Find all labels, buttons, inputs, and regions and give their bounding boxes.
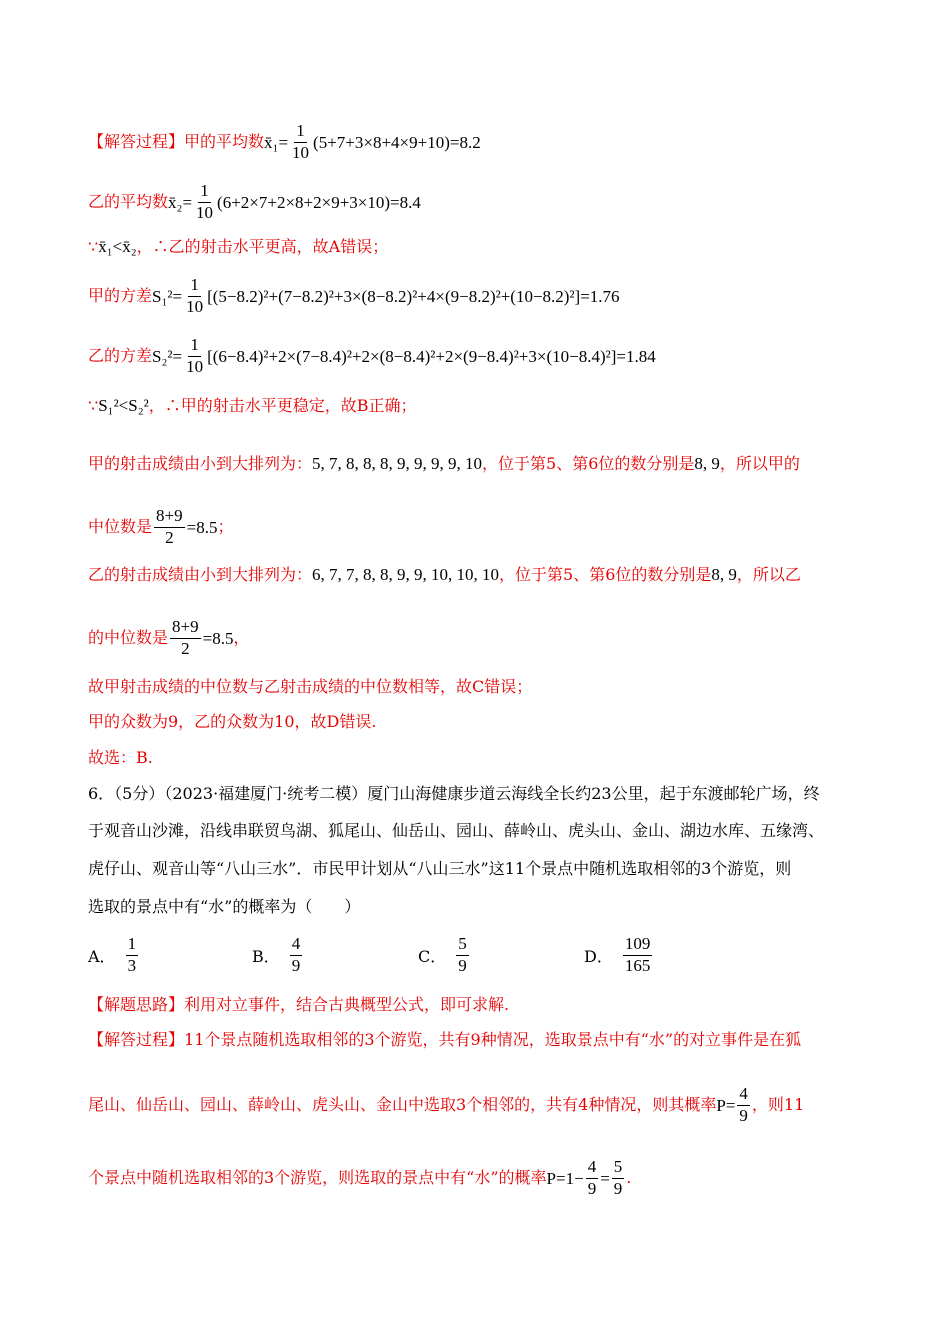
probability-lhs: P= (716, 1095, 736, 1115)
fraction (612, 1158, 625, 1198)
equals-sign: = (600, 1168, 610, 1188)
solution-6-line-3 (88, 1158, 890, 1198)
jia-sorted-text: 甲的射击成绩由小到大排列为： (88, 453, 313, 473)
solution-idea-line (88, 997, 890, 1013)
solution-6-end-2: ，则11 (751, 1095, 805, 1115)
option-b (252, 935, 304, 975)
fraction (126, 935, 139, 975)
variance-compare-math: S₁²<S₂² (98, 396, 149, 415)
solution-6-line-1 (88, 1032, 890, 1048)
mode-conclusion: 甲的众数为9，乙的众数为10，故D错误. (88, 712, 377, 731)
fraction-numerator: 4 (290, 935, 303, 956)
yi-sorted-end: ，所以乙 (736, 564, 801, 584)
mean-yi-expression: (6+2×7+2×8+2×9+3×10)=8.4 (217, 192, 421, 212)
mean-jia-lhs: x̄₁= (264, 132, 289, 152)
fraction-numerator: 4 (737, 1085, 750, 1106)
fraction (737, 1085, 750, 1125)
mean-yi-label: 乙的平均数 (88, 192, 169, 212)
question-6-line-3: 虎仔山、观音山等“八山三水”．市民甲计划从“八山三水”这11个景点中随机选取相邻的3个游览，则 (88, 859, 792, 878)
fraction-denominator: 3 (127, 955, 137, 975)
fraction-denominator: 2 (165, 527, 174, 547)
solution-header: 【解答过程】 (88, 132, 185, 152)
solution-6-text-3: 个景点中随机选取相邻的3个游览，则选取的景点中有“水”的概率 (88, 1168, 547, 1188)
mean-compare-line (88, 238, 890, 255)
jia-median-end: ； (217, 517, 234, 537)
mean-yi-line (88, 182, 890, 222)
mean-compare-math: x̄₁<x̄₂ (98, 237, 137, 256)
question-6-line-1: 6．（5分）（2023·福建厦门·统考二模）厦门山海健康步道云海线全长约23公里，起于东渡邮轮广场，终 (88, 784, 820, 803)
fraction-denominator: 2 (181, 638, 190, 658)
variance-compare-line (88, 397, 890, 414)
mean-yi-lhs: x̄₂= (168, 192, 193, 212)
fraction (184, 336, 205, 376)
option-c (418, 935, 471, 975)
fraction-denominator: 9 (739, 1105, 748, 1125)
fraction (184, 276, 205, 316)
solution-6-text-2: 尾山、仙岳山、园山、薛岭山、虎头山、金山中选取3个相邻的，共有4种情况，则其概率 (88, 1095, 717, 1115)
fraction-numerator: 1 (198, 182, 211, 203)
variance-jia-expression: [(5−8.2)²+(7−8.2)²+3×(8−8.2)²+4×(9−8.2)²+(10−8.2)²]=1.76 (207, 286, 620, 306)
variance-jia-line (88, 276, 890, 316)
jia-sorted-values: 5, 7, 8, 8, 8, 9, 9, 9, 9, 10 (312, 454, 483, 473)
median-conclusion: 故甲射击成绩的中位数与乙射击成绩的中位数相等，故C错误； (88, 677, 533, 696)
solution-6-line-2 (88, 1085, 890, 1125)
option-label: C． (418, 946, 447, 966)
fraction (290, 935, 303, 975)
yi-median-value: =8.5 (202, 628, 234, 648)
yi-sorted-line (88, 566, 890, 583)
fraction-numerator: 1 (126, 935, 139, 956)
fraction-numerator: 5 (612, 1158, 625, 1179)
solution-6-text-1: 11个景点随机选取相邻的3个游览，共有9种情况，选取景点中有“水”的对立事件是在狐 (184, 1030, 802, 1049)
variance-jia-lhs: S₁²= (152, 286, 183, 306)
idea-text: 利用对立事件，结合古典概型公式，即可求解. (184, 995, 510, 1014)
yi-sorted-text: 乙的射击成绩由小到大排列为： (88, 564, 313, 584)
fraction-denominator: 165 (624, 955, 651, 975)
fraction (623, 935, 653, 975)
jia-sorted-line (88, 455, 890, 472)
because-symbol: ∵ (88, 395, 99, 415)
option-d (584, 935, 654, 975)
fraction-numerator: 1 (188, 276, 201, 297)
fraction (586, 1158, 599, 1198)
yi-median-end: ， (233, 628, 250, 648)
mean-jia-expression: (5+7+3×8+4×9+10)=8.2 (313, 132, 481, 152)
variance-compare-text: ，∴甲的射击水平更稳定，故B正确； (148, 395, 417, 415)
solution-6-end-3: . (626, 1168, 632, 1188)
fraction-denominator: 9 (458, 955, 467, 975)
jia-position-values: 8, 9 (694, 454, 720, 473)
solution-header: 【解答过程】 (88, 1030, 185, 1049)
fraction-numerator: 8+9 (170, 618, 201, 639)
because-symbol: ∵ (88, 236, 99, 256)
variance-yi-lhs: S₂²= (152, 346, 183, 366)
jia-median-value: =8.5 (186, 517, 218, 537)
idea-header: 【解题思路】 (88, 995, 185, 1014)
final-answer: 故选：B. (88, 748, 153, 767)
variance-yi-label: 乙的方差 (88, 346, 153, 366)
mean-compare-text: ，∴乙的射击水平更高，故A错误； (136, 236, 389, 256)
option-label: A． (88, 946, 116, 966)
fraction-denominator: 9 (587, 1178, 597, 1198)
variance-jia-label: 甲的方差 (88, 286, 153, 306)
mean-jia-label: 甲的平均数 (184, 132, 265, 152)
jia-median-line (88, 507, 890, 547)
fraction (290, 122, 311, 162)
fraction-denominator: 10 (186, 296, 204, 316)
jia-position-text: ，位于第5、第6位的数分别是 (482, 453, 695, 473)
variance-yi-line (88, 336, 890, 376)
fraction-denominator: 10 (196, 202, 214, 222)
variance-yi-expression: [(6−8.4)²+2×(7−8.4)²+2×(8−8.4)²+2×(9−8.4)²+3×(10−8.4)²]=1.84 (207, 346, 656, 366)
fraction-denominator: 9 (291, 955, 301, 975)
fraction (170, 618, 201, 658)
fraction-numerator: 1 (294, 122, 307, 143)
yi-position-text: ，位于第5、第6位的数分别是 (499, 564, 712, 584)
jia-median-label: 中位数是 (88, 517, 153, 537)
yi-position-values: 8, 9 (711, 565, 737, 584)
fraction-denominator: 10 (292, 142, 310, 162)
fraction-denominator: 9 (613, 1178, 623, 1198)
yi-sorted-values: 6, 7, 7, 8, 8, 9, 9, 10, 10, 10 (312, 565, 500, 584)
fraction-numerator: 4 (586, 1158, 599, 1179)
fraction (456, 935, 469, 975)
fraction (194, 182, 215, 222)
probability-lhs: P=1− (546, 1168, 584, 1188)
fraction-numerator: 109 (623, 935, 653, 956)
mean-jia-line (88, 122, 890, 162)
option-label: D． (584, 946, 613, 966)
option-label: B． (252, 946, 280, 966)
option-a (88, 935, 140, 975)
fraction-numerator: 5 (456, 935, 469, 956)
yi-median-line (88, 618, 890, 658)
question-6-line-2: 于观音山沙滩，沿线串联贸鸟湖、狐尾山、仙岳山、园山、薛岭山、虎头山、金山、湖边水库、五缘湾、 (88, 821, 825, 840)
question-6-line-4: 选取的景点中有“水”的概率为（ ） (88, 897, 361, 916)
yi-median-label: 的中位数是 (88, 628, 169, 648)
fraction (154, 507, 185, 547)
fraction-denominator: 10 (186, 356, 204, 376)
fraction-numerator: 8+9 (154, 507, 185, 528)
jia-sorted-end: ，所以甲的 (719, 453, 800, 473)
fraction-numerator: 1 (188, 336, 201, 357)
